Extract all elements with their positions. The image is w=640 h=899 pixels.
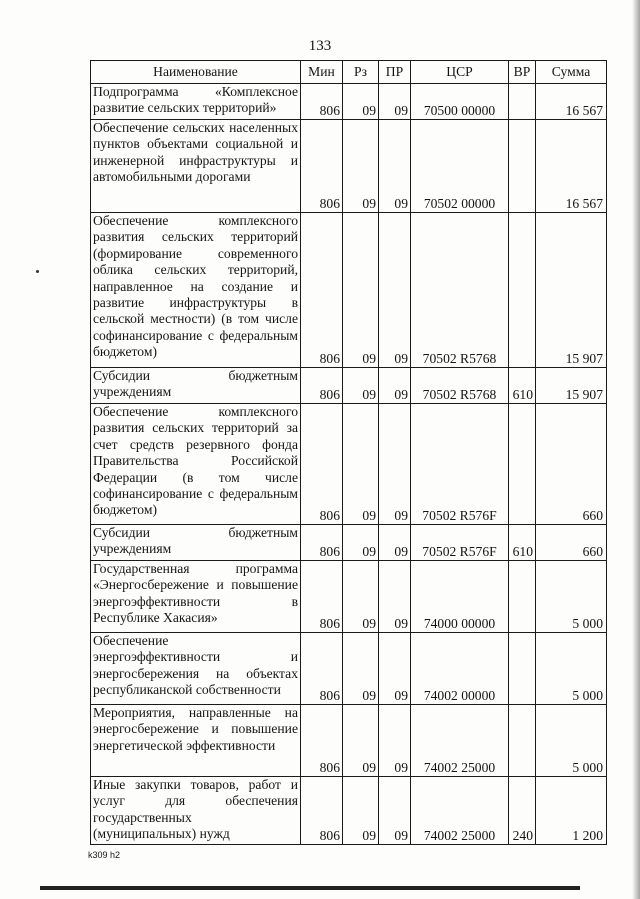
row-sum: 660 bbox=[536, 404, 607, 525]
row-min: 806 bbox=[301, 213, 343, 368]
footer-code: k309 h2 bbox=[88, 850, 121, 860]
row-min: 806 bbox=[301, 120, 343, 213]
table-row bbox=[91, 213, 607, 368]
row-csr: 70500 00000 bbox=[411, 84, 509, 120]
row-name: Субсидии бюджетным учреждениям bbox=[91, 368, 301, 404]
row-csr: 74002 25000 bbox=[411, 705, 509, 777]
row-name: Государственная программа «Энергосбережение и повышение энергоэффективности в Республике Хакасия» bbox=[91, 561, 301, 633]
row-rz: 09 bbox=[343, 84, 379, 120]
table-row bbox=[91, 404, 607, 525]
row-rz: 09 bbox=[343, 561, 379, 633]
table-row bbox=[91, 561, 607, 633]
row-rz: 09 bbox=[343, 705, 379, 777]
row-rz: 09 bbox=[343, 777, 379, 845]
row-min: 806 bbox=[301, 633, 343, 705]
header-vr: ВР bbox=[509, 61, 536, 84]
row-min: 806 bbox=[301, 705, 343, 777]
row-pr: 09 bbox=[379, 525, 411, 561]
row-name: Подпрограмма «Комплексное развитие сельских территорий» bbox=[91, 84, 301, 120]
row-vr bbox=[509, 84, 536, 120]
row-pr: 09 bbox=[379, 120, 411, 213]
row-name: Обеспечение комплексного развития сельских территорий (формирование современного облика сельских территорий, направленное на создание и развитие инфраструктуры в сельской местности) (в том числе софинансирование с федеральным бюджетом) bbox=[91, 213, 301, 368]
row-csr: 70502 R5768 bbox=[411, 213, 509, 368]
row-name: Иные закупки товаров, работ и услуг для обеспечения государственных (муниципальных) нужд bbox=[91, 777, 301, 845]
row-rz: 09 bbox=[343, 633, 379, 705]
row-vr bbox=[509, 633, 536, 705]
row-csr: 70502 00000 bbox=[411, 120, 509, 213]
row-vr: 240 bbox=[509, 777, 536, 845]
row-sum: 660 bbox=[536, 525, 607, 561]
row-pr: 09 bbox=[379, 404, 411, 525]
table-row bbox=[91, 525, 607, 561]
table-row bbox=[91, 633, 607, 705]
row-sum: 5 000 bbox=[536, 561, 607, 633]
scan-bottom-edge bbox=[40, 886, 580, 890]
header-sum: Сумма bbox=[536, 61, 607, 84]
row-min: 806 bbox=[301, 84, 343, 120]
row-csr: 70502 R576F bbox=[411, 404, 509, 525]
budget-table bbox=[90, 60, 607, 845]
row-sum: 5 000 bbox=[536, 705, 607, 777]
page-number: 133 bbox=[308, 38, 332, 54]
row-vr bbox=[509, 705, 536, 777]
table-row bbox=[91, 705, 607, 777]
row-pr: 09 bbox=[379, 368, 411, 404]
row-sum: 15 907 bbox=[536, 368, 607, 404]
table-row bbox=[91, 777, 607, 845]
row-min: 806 bbox=[301, 561, 343, 633]
row-sum: 5 000 bbox=[536, 633, 607, 705]
row-vr bbox=[509, 120, 536, 213]
row-csr: 70502 R576F bbox=[411, 525, 509, 561]
row-csr: 74002 25000 bbox=[411, 777, 509, 845]
row-name: Субсидии бюджетным учреждениям bbox=[91, 525, 301, 561]
row-vr bbox=[509, 213, 536, 368]
row-min: 806 bbox=[301, 404, 343, 525]
row-vr bbox=[509, 561, 536, 633]
row-name: Мероприятия, направленные на энергосбережение и повышение энергетической эффективности bbox=[91, 705, 301, 777]
row-pr: 09 bbox=[379, 777, 411, 845]
scan-right-edge bbox=[632, 0, 640, 899]
row-rz: 09 bbox=[343, 120, 379, 213]
header-name: Наименование bbox=[91, 61, 301, 84]
row-csr: 74000 00000 bbox=[411, 561, 509, 633]
row-csr: 74002 00000 bbox=[411, 633, 509, 705]
row-vr: 610 bbox=[509, 525, 536, 561]
table-row bbox=[91, 120, 607, 213]
table-header-row bbox=[91, 61, 607, 84]
header-pr: ПР bbox=[379, 61, 411, 84]
row-vr: 610 bbox=[509, 368, 536, 404]
row-sum: 16 567 bbox=[536, 120, 607, 213]
row-sum: 16 567 bbox=[536, 84, 607, 120]
row-rz: 09 bbox=[343, 525, 379, 561]
row-pr: 09 bbox=[379, 705, 411, 777]
row-min: 806 bbox=[301, 525, 343, 561]
row-name: Обеспечение комплексного развития сельских территорий за счет средств резервного фонда Правительства Российской Федерации (в том числе софинансирование с федеральным бюджетом) bbox=[91, 404, 301, 525]
row-rz: 09 bbox=[343, 213, 379, 368]
row-name: Обеспечение энергоэффективности и энергосбережения на объектах республиканской собственности bbox=[91, 633, 301, 705]
row-min: 806 bbox=[301, 368, 343, 404]
table-row bbox=[91, 84, 607, 120]
row-rz: 09 bbox=[343, 404, 379, 525]
row-vr bbox=[509, 404, 536, 525]
row-rz: 09 bbox=[343, 368, 379, 404]
row-pr: 09 bbox=[379, 561, 411, 633]
header-rz: Рз bbox=[343, 61, 379, 84]
row-pr: 09 bbox=[379, 84, 411, 120]
row-pr: 09 bbox=[379, 213, 411, 368]
header-min: Мин bbox=[301, 61, 343, 84]
scan-speck bbox=[36, 270, 39, 273]
row-csr: 70502 R5768 bbox=[411, 368, 509, 404]
row-name: Обеспечение сельских населенных пунктов объектами социальной и инженерной инфраструктуры и автомобильными дорогами bbox=[91, 120, 301, 213]
row-sum: 1 200 bbox=[536, 777, 607, 845]
row-pr: 09 bbox=[379, 633, 411, 705]
header-csr: ЦСР bbox=[411, 61, 509, 84]
row-min: 806 bbox=[301, 777, 343, 845]
table-row bbox=[91, 368, 607, 404]
row-sum: 15 907 bbox=[536, 213, 607, 368]
